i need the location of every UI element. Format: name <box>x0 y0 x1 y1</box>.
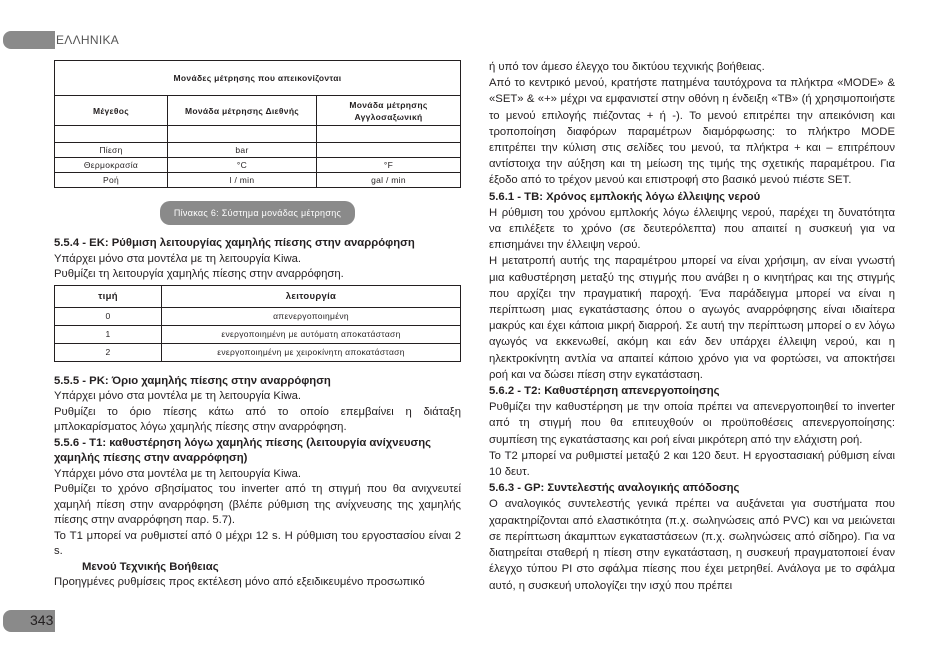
paragraph: ή υπό τον άμεσο έλεγχο του δικτύου τεχνικής βοήθειας. <box>489 61 765 73</box>
ek-cell: 1 <box>55 325 162 343</box>
section-556-text: Υπάρχει μόνο στα μοντέλα με τη λειτουργία Kiwa. <box>54 467 302 480</box>
section-555-text: Υπάρχει μόνο στα μοντέλα με τη λειτουργία Kiwa. <box>54 390 302 402</box>
units-cell <box>317 143 461 158</box>
paragraph: Η μετατροπή αυτής της παραμέτρου μπορεί να είναι χρήσιμη, αν είναι γνωστή μια καθυστέρηση μεταξύ της στιγμής που ανάβει η ο κινητήρας και της στιγμής που αρχίζει την πραγματική παροχή. Ένα παράδειγμα μπορεί να είναι η περίπτωση μιας εγκατάστασης όπου ο αγωγός αναρρόφησης είναι ιδιαίτερα μακρύς και έχει κάποια μικρή διαρροή. Σε αυτή την περίπτωση μπορεί ο εν λόγω αγωγός να εκκενωθεί, ακόμη και εάν δεν υπάρχει έλλειψη νερού, και η ηλεκτροκίνητη αντλία να απαιτεί κάποιο χρόνο για να φορτώσει, να αποκτήσει ροή και να δώσει πίεση στην εγκατάσταση. <box>489 255 895 381</box>
units-cell: Πίεση <box>55 143 168 158</box>
paragraph: Το T2 μπορεί να ρυθμιστεί μεταξύ 2 και 120 δευτ. Η εργοστασιακή ρύθμιση είναι 10 δευτ. <box>489 449 895 479</box>
units-cell: °F <box>317 158 461 173</box>
units-header-international: Μονάδα μέτρησης Διεθνής <box>168 96 317 126</box>
section-562-title: 5.6.2 - T2: Καθυστέρηση απενεργοποίησης <box>489 385 720 398</box>
ek-cell: ενεργοποιημένη με αυτόματη αποκατάσταση <box>162 325 461 343</box>
units-header-quantity: Μέγεθος <box>55 96 168 126</box>
left-column <box>54 60 461 591</box>
ek-cell: 2 <box>55 343 162 361</box>
paragraph: Ρυθμίζει την καθυστέρηση με την οποία πρέπει να απενεργοποιηθεί το inverter από τη στιγμή που θα επιτευχθούν οι προϋποθέσεις απενεργοποίησης: συμπίεση της εγκατάστασης και ροή είναι μικρότερη από την ελάχιστη ροή. <box>489 401 895 446</box>
units-cell: gal / min <box>317 173 461 188</box>
units-cell: °C <box>168 158 317 173</box>
paragraph: Ο αναλογικός συντελεστής γενικά πρέπει να αυξάνεται για συστήματα που χαρακτηρίζονται από ελαστικότητα (π.χ. σωληνώσεις από PVC) και να μειώνεται σε περίπτωση άκαμπτων εγκαταστάσεων (π.χ. σωληνώσεις από σίδηρο). Για να διατηρείται σταθερή η πίεση στην εγκατάσταση, η συσκευή πραγματοποιεί έναν έλεγχο τύπου PI στο σφάλμα πίεσης που έχει μετρηθεί. Ανάλογα με το σφάλμα αυτό, η συσκευή υπολογίζει την ισχύ που πρέπει <box>489 498 895 592</box>
ek-cell: απενεργοποιημένη <box>162 307 461 325</box>
ek-cell: 0 <box>55 307 162 325</box>
language-tab <box>3 31 55 49</box>
section-561-title: 5.6.1 - TB: Χρόνος εμπλοκής λόγω έλλειψης νερού <box>489 190 761 203</box>
ek-cell: ενεργοποιημένη με χειροκίνητη αποκατάσταση <box>162 343 461 361</box>
units-cell: Θερμοκρασία <box>55 158 168 173</box>
right-column <box>489 59 895 594</box>
units-cell: Ροή <box>55 173 168 188</box>
section-554-title: 5.5.4 - EK: Ρύθμιση λειτουργίας χαμηλής πίεσης στην αναρρόφηση <box>54 237 415 249</box>
units-table-title: Μονάδες μέτρησης που απεικονίζονται <box>55 61 461 96</box>
paragraph: Η ρύθμιση του χρόνου εμπλοκής λόγω έλλειψης νερού, παρέχει τη δυνατότητα να επιλέξετε το χρόνο (σε δευτερόλεπτα) που απαιτεί η συσκευή για να επισημάνει την έλλειψη νερού. <box>489 206 895 252</box>
ek-header-value: τιμή <box>55 285 162 307</box>
section-563-title: 5.6.3 - GP: Συντελεστής αναλογικής απόδοσης <box>489 482 740 495</box>
language-label: ΕΛΛΗΝΙΚΑ <box>56 33 120 47</box>
menu-text: Προηγμένες ρυθμίσεις προς εκτέλεση μόνο από εξειδικευμένο προσωπικό <box>54 576 425 588</box>
section-555-text: Ρυθμίζει το όριο πίεσης κάτω από το οποίο επεμβαίνει η διάταξη μπλοκαρίσματος λόγω χαμηλής πίεσης στην αναρρόφηση. <box>54 405 461 433</box>
units-cell: l / min <box>168 173 317 188</box>
ek-header-function: λειτουργία <box>162 285 461 307</box>
section-556-text: Το T1 μπορεί να ρυθμιστεί από 0 μέχρι 12 s. Η ρύθμιση του εργοστασίου είναι 2 s. <box>54 529 461 557</box>
section-556-text: Ρυθμίζει το χρόνο σβησίματος του inverter από τη στιγμή που θα ανιχνευτεί χαμηλή πίεση στην αναρρόφηση (βλέπε ρύθμιση της ανίχνευσης της χαμηλής πίεσης στην αναρρόφηση παρ. 5.7). <box>54 483 461 526</box>
units-header-anglo: Μονάδα μέτρησης Αγγλοσαξωνική <box>317 96 461 126</box>
units-cell: bar <box>168 143 317 158</box>
section-556-title: 5.5.6 - T1: καθυστέρηση λόγω χαμηλής πίεσης (λειτουργία ανίχνευσης χαμηλής πίεσης στην αναρρόφηση) <box>54 436 432 464</box>
section-554-text: Ρυθμίζει τη λειτουργία χαμηλής πίεσης στην αναρρόφηση. <box>54 268 344 280</box>
paragraph: Από το κεντρικό μενού, κρατήστε πατημένα ταυτόχρονα τα πλήκτρα «MODE» & «SET» & «+» μέχρι να εμφανιστεί στην οθόνη η ένδειξη «TB» (ή χρησιμοποιήστε το μενού επιλογής πιέζοντας + ή -). Το μενού επιτρέπει την απεικόνιση και τροποποίηση διαφόρων παραμέτρων διαμόρφωσης: το πλήκτρο MODE επιτρέπει την κύλιση στις σελίδες του μενού, τα πλήκτρα + και – επιτρέπουν αντίστοιχα την αύξηση και τη μείωση της τιμής της σχετικής παραμέτρου. Για έξοδο από το τρέχον μενού και επιστροφή στο βασικό μενού πιέστε SET. <box>489 77 895 187</box>
menu-title: Μενού Τεχνικής Βοήθειας <box>82 560 219 573</box>
section-554-text: Υπάρχει μόνο στα μοντέλα με τη λειτουργία Kiwa. <box>54 252 302 265</box>
ek-table <box>54 285 461 362</box>
page-number: 343 <box>30 612 54 628</box>
units-table <box>54 60 461 188</box>
table-caption: Πίνακας 6: Σύστημα μονάδας μέτρησης <box>160 201 355 225</box>
section-555-title: 5.5.5 - PK: Όριο χαμηλής πίεσης στην αναρρόφηση <box>54 374 331 387</box>
